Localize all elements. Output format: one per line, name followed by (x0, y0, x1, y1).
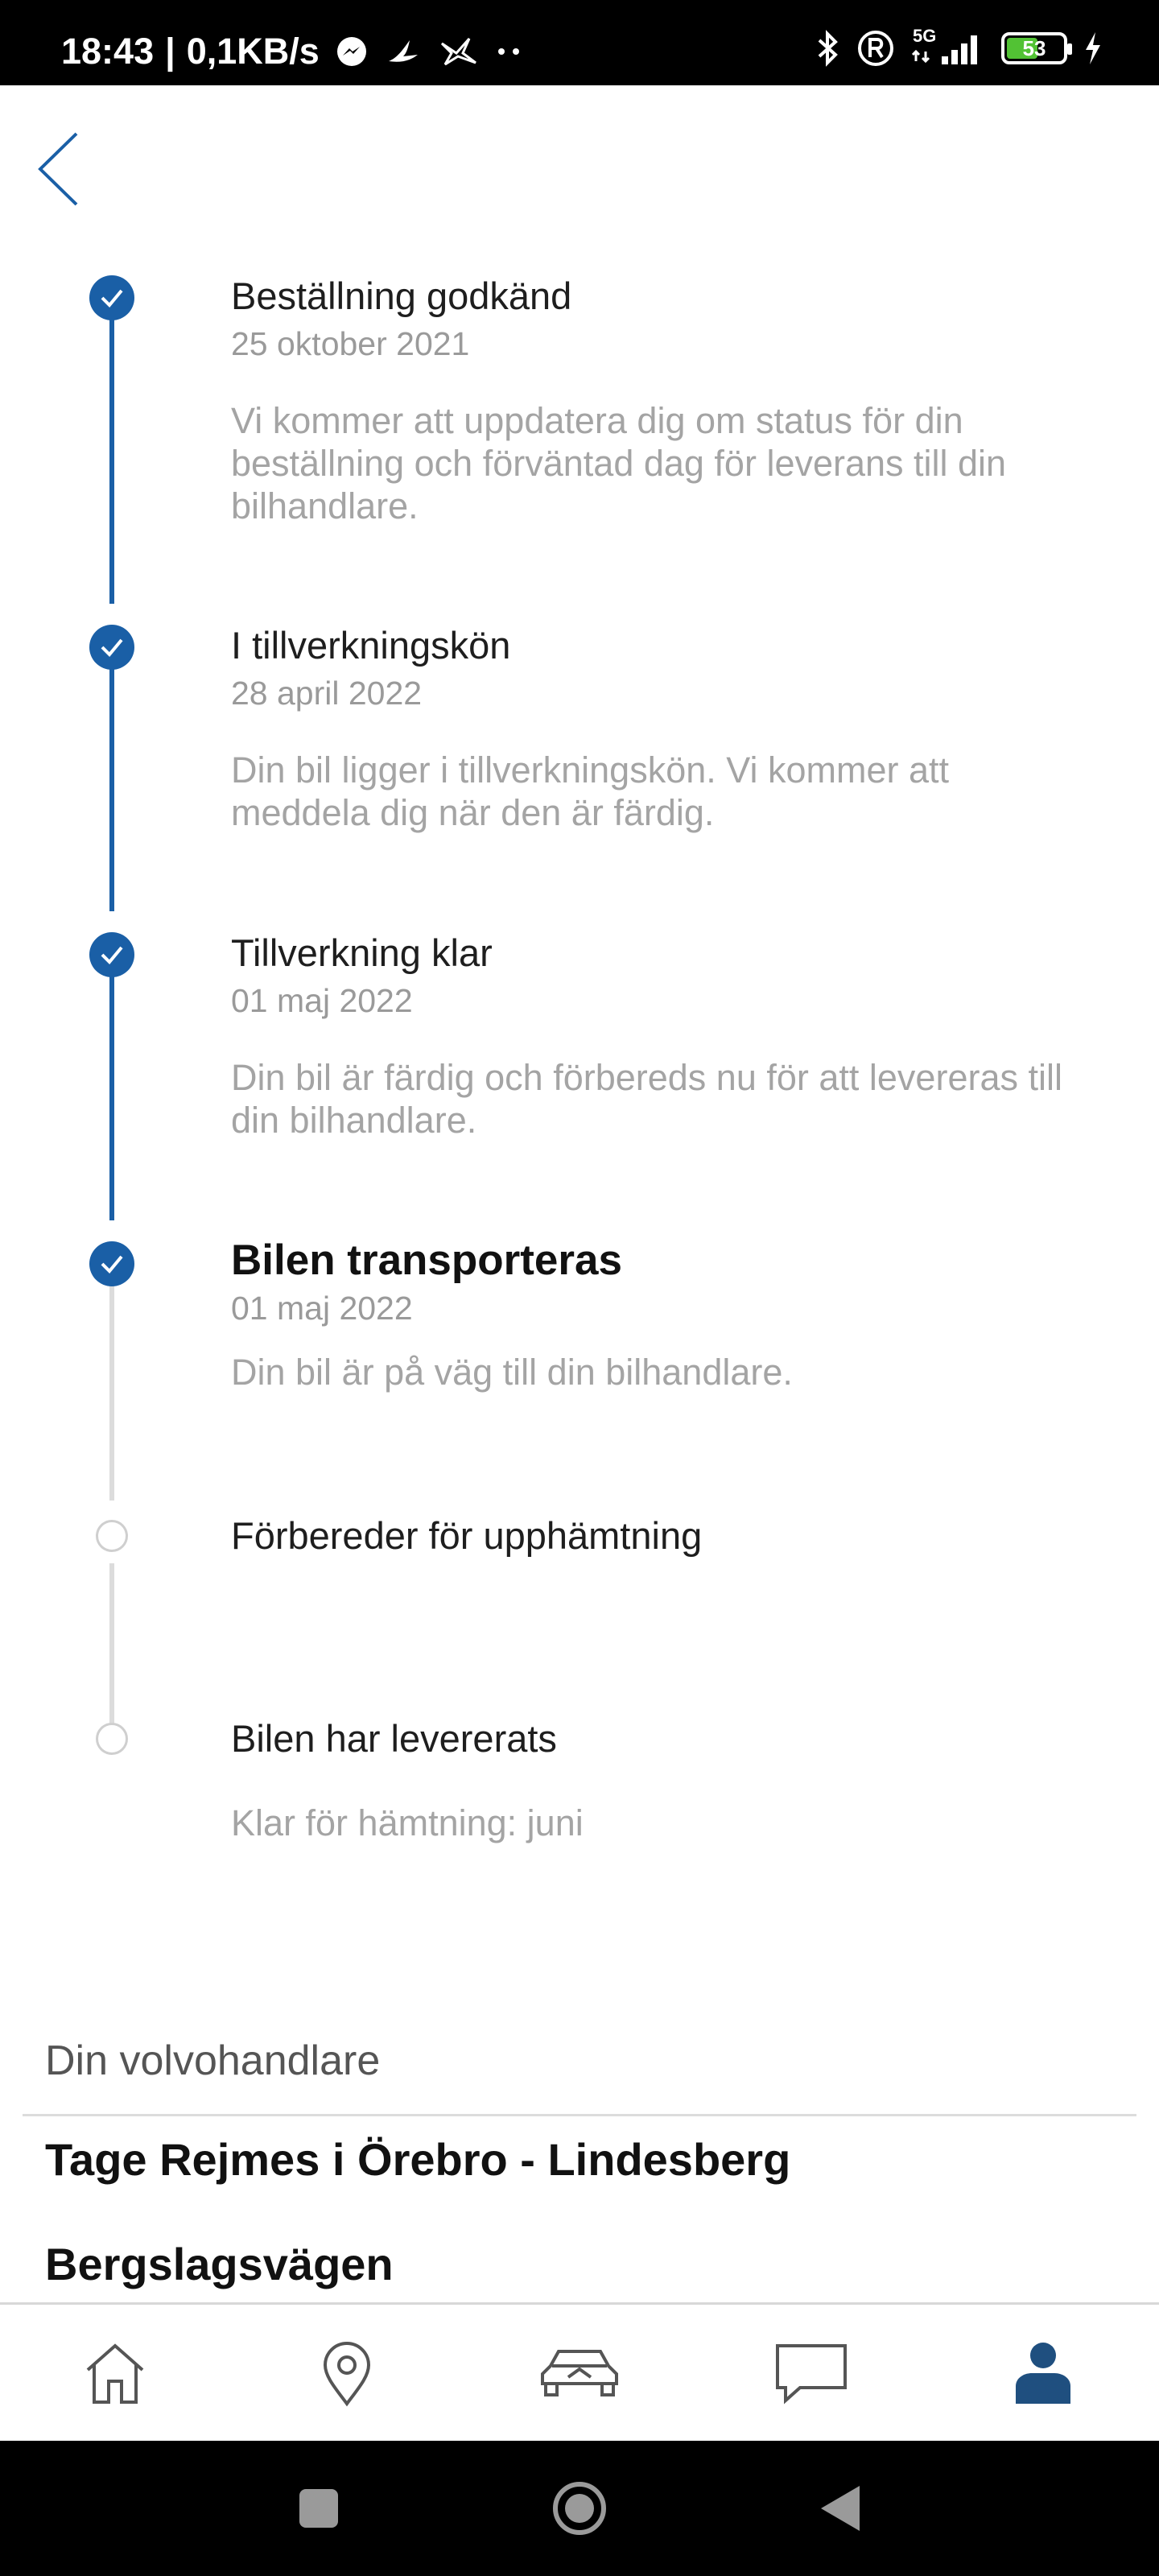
checkmark-icon (99, 635, 125, 659)
step-current-indicator (89, 1241, 134, 1286)
battery-indicator (1001, 32, 1067, 64)
step-title: I tillverkningskön (231, 624, 511, 667)
bottom-tab-bar (0, 2302, 1159, 2441)
registered-icon (856, 29, 895, 68)
signal-icon (911, 26, 985, 68)
battery-percentage: 53 (1022, 36, 1046, 60)
timeline-step-current (231, 1238, 1068, 1393)
timeline-connector (109, 1262, 114, 1501)
back-nav-button[interactable] (808, 2476, 872, 2541)
step-description: Vi kommer att uppdatera dig om status för din beställning och förväntad dag för leverans till din bilhandlare. (231, 400, 1007, 526)
step-date: 01 maj 2022 (231, 1290, 413, 1327)
step-pending-indicator (96, 1520, 128, 1552)
tab-messages[interactable] (767, 2329, 856, 2417)
tab-home[interactable] (71, 2329, 159, 2417)
profile-icon (1013, 2339, 1074, 2407)
timeline-step (231, 623, 1068, 834)
step-description: Din bil ligger i tillverkningskön. Vi kommer att meddela dig när den är färdig. (231, 749, 950, 833)
divider (23, 2114, 1136, 2116)
chevron-left-icon (32, 129, 89, 209)
step-description: Din bil är på väg till din bilhandlare. (231, 1352, 793, 1393)
timeline-connector (109, 1563, 114, 1728)
step-title: Bilen har levererats (231, 1717, 557, 1760)
step-description: Din bil är färdig och förbereds nu för att levereras till din bilhandlare. (231, 1057, 1062, 1141)
step-date: 25 oktober 2021 (231, 325, 470, 362)
step-title: Bilen transporteras (231, 1236, 622, 1284)
tab-location[interactable] (303, 2329, 391, 2417)
car-icon (538, 2345, 621, 2401)
dealer-name: Tage Rejmes i Örebro - Lindesberg (45, 2134, 791, 2185)
status-speed: 0,1KB/s (186, 31, 320, 72)
dealer-street: Bergslagsvägen (45, 2239, 394, 2289)
step-title: Förbereder för upphämtning (231, 1514, 703, 1557)
messenger-icon (336, 35, 368, 68)
timeline-connector (109, 647, 114, 911)
status-separator: | (165, 31, 175, 72)
timeline-step (231, 274, 1068, 527)
tab-profile[interactable] (999, 2329, 1087, 2417)
home-nav-button[interactable] (547, 2476, 612, 2541)
order-status-timeline (0, 258, 1159, 1908)
step-title: Tillverkning klar (231, 931, 493, 974)
step-date: 28 april 2022 (231, 675, 423, 712)
home-icon (81, 2339, 149, 2407)
bluetooth-icon (816, 29, 840, 68)
system-navigation-bar (0, 2441, 1159, 2576)
more-dots-icon (495, 35, 524, 68)
checkmark-icon (99, 1252, 125, 1276)
status-bar (0, 0, 1159, 85)
timeline-step (231, 931, 1068, 1141)
charging-icon (1083, 31, 1103, 66)
timeline-connector (109, 955, 114, 1220)
step-date: 01 maj 2022 (231, 982, 413, 1019)
step-done-indicator (89, 275, 134, 320)
status-bar-left (61, 31, 524, 72)
checkmark-icon (99, 943, 125, 967)
back-button[interactable] (32, 129, 89, 209)
bird-icon (386, 35, 421, 68)
dealer-section-label: Din volvohandlare (45, 2037, 381, 2084)
step-pending-indicator (96, 1723, 128, 1755)
status-bar-right (816, 26, 1103, 68)
location-pin-icon (319, 2339, 375, 2407)
timeline-connector (109, 298, 114, 604)
square-icon (296, 2486, 341, 2531)
chat-icon (774, 2341, 848, 2405)
status-time: 18:43 (61, 31, 155, 72)
network-type: 5G (913, 26, 937, 46)
tab-car[interactable] (535, 2329, 624, 2417)
timeline-step (231, 1513, 1068, 1558)
timeline-step (231, 1716, 1068, 1844)
circle-home-icon (551, 2479, 608, 2537)
bird-outline-icon (439, 35, 477, 68)
notification-icons (336, 35, 524, 68)
step-done-indicator (89, 932, 134, 977)
step-title: Beställning godkänd (231, 275, 572, 317)
step-done-indicator (89, 625, 134, 670)
recents-button[interactable] (287, 2476, 351, 2541)
checkmark-icon (99, 286, 125, 310)
triangle-back-icon (816, 2483, 864, 2534)
step-description: Klar för hämtning: juni (231, 1802, 584, 1843)
